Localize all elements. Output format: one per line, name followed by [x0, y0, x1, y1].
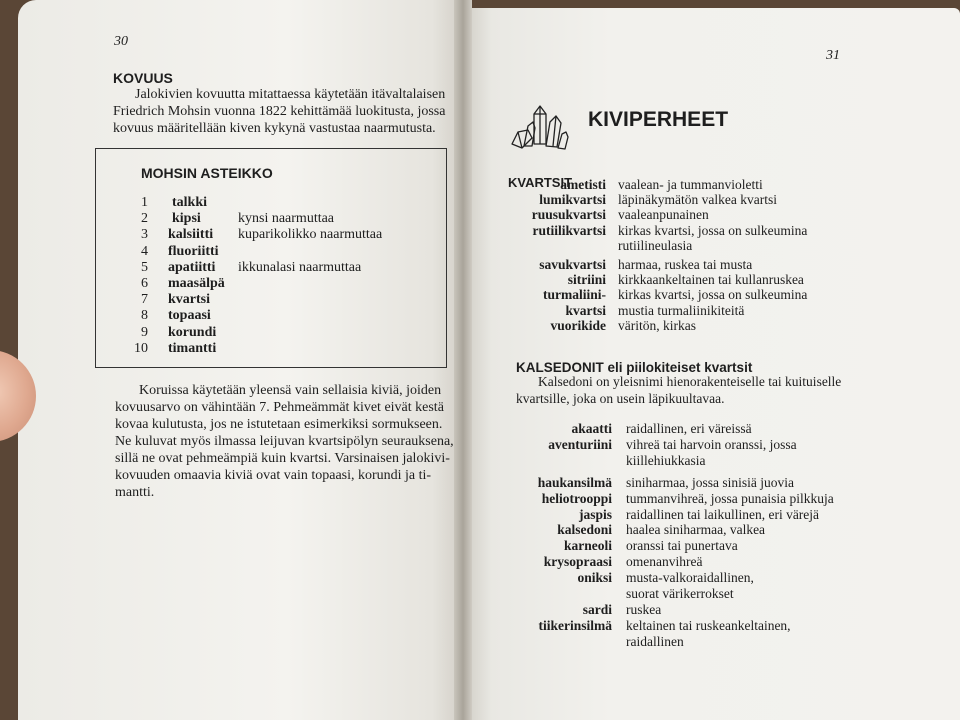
mohs-mineral: talkki [172, 195, 208, 210]
mohs-number: 10 [134, 340, 148, 356]
mohs-row [96, 308, 436, 324]
mohs-description: kynsi naarmuttaa [238, 211, 335, 227]
paragraph-line: kovuuden omaavia kiviä ovat vain topaasi, korundi ja ti- [115, 468, 432, 483]
stone-name: turmaliini- [543, 287, 606, 303]
mohs-mineral: korundi [168, 324, 217, 340]
kvartsit-entry [466, 257, 753, 273]
mohs-description: kuparikolikko naarmuttaa [238, 227, 383, 243]
stone-description: kirkas kvartsi, jossa on sulkeumina [618, 287, 808, 303]
stone-description: kirkkaankeltainen tai kullanruskea [618, 272, 804, 288]
intro-line: kvartsille, joka on usein läpikuultavaa. [516, 391, 725, 406]
stone-description: mustia turmaliinikiteitä [618, 302, 745, 318]
mohs-number: 8 [141, 308, 148, 324]
kvartsit-entry [466, 222, 808, 239]
stone-description: väritön, kirkas [618, 317, 696, 333]
stone-description: omenanvihreä [626, 554, 703, 570]
mohs-mineral: kipsi [172, 211, 201, 227]
mohs-row [96, 244, 436, 260]
mohs-number: 6 [141, 276, 148, 291]
stone-name: aventuriini [548, 436, 612, 452]
stone-name: lumikvartsi [539, 192, 606, 208]
mohs-number: 3 [141, 227, 148, 243]
stone-description: oranssi tai punertava [626, 538, 738, 554]
stone-description: vaalean- ja tummanvioletti [618, 177, 763, 192]
stone-name: ametisti [560, 177, 606, 192]
mohs-mineral: kalsiitti [168, 227, 214, 243]
stone-description: haalea siniharmaa, valkea [626, 522, 766, 538]
stone-name: savukvartsi [539, 257, 606, 272]
stone-name: akaatti [571, 421, 612, 436]
kvartsit-entry [466, 272, 804, 288]
mohs-row [96, 227, 436, 243]
kvartsit-entry [466, 177, 763, 193]
mohs-mineral: timantti [168, 340, 217, 356]
mohs-number: 5 [141, 259, 148, 275]
stone-name: oniksi [577, 570, 612, 586]
book-spine [454, 0, 472, 720]
paragraph-line: Ne kuluvat myös ilmassa leijuvan kvartsipölyn seurauksena, [115, 434, 454, 449]
page-number-left: 30 [114, 34, 128, 49]
paragraph-line: mantti. [115, 485, 155, 500]
crystal-cluster-icon [508, 104, 570, 152]
mohs-number: 1 [141, 195, 148, 210]
stone-description: raidallinen tai laikullinen, eri värejä [626, 506, 820, 522]
kalsedonit-entry [472, 452, 706, 469]
stone-description: ruskea [626, 601, 662, 617]
kvartsit-entry [466, 287, 808, 303]
kovuus-paragraph [113, 86, 445, 137]
mohs-mineral: apatiitti [168, 259, 216, 275]
kalsedonit-entry [472, 538, 738, 554]
stone-description: raidallinen, eri väreissä [626, 421, 752, 436]
mohs-number: 2 [141, 211, 148, 227]
stone-name: kalsedoni [557, 522, 612, 538]
kvartsit-entry [466, 302, 745, 319]
kovuus-heading: KOVUUS [113, 70, 173, 86]
kvartsit-entry [466, 207, 709, 223]
mohs-row [96, 195, 436, 211]
mohs-mineral: maasälpä [168, 276, 225, 291]
stone-name: sardi [582, 601, 612, 617]
stone-name: krysopraasi [543, 554, 612, 570]
kalsedonit-heading: KALSEDONIT eli piilokiteiset kvartsit [516, 360, 753, 375]
stone-name: vuorikide [550, 317, 606, 333]
stone-description: läpinäkymätön valkea kvartsi [618, 192, 777, 208]
kalsedonit-entry [472, 474, 794, 491]
paragraph-line: kovaa kulutusta, jos ne istutetaan esimerkiksi sormukseen. [115, 417, 443, 432]
stone-description: harmaa, ruskea tai musta [618, 257, 753, 272]
kvartsit-entry [466, 317, 696, 334]
stone-description: tummanvihreä, jossa punaisia pilkkuja [626, 490, 834, 506]
mohs-description: ikkunalasi naarmuttaa [238, 259, 362, 275]
stone-description: suorat värikerrokset [626, 586, 734, 601]
kalsedonit-entry [472, 506, 820, 523]
kalsedonit-entry [472, 490, 834, 507]
mohs-number: 7 [141, 292, 148, 308]
stone-name: jaspis [578, 506, 612, 522]
stone-name: kvartsi [565, 302, 606, 318]
mohs-row [96, 341, 436, 357]
mohs-row [96, 276, 436, 292]
stone-description: vihreä tai harvoin oranssi, jossa [626, 436, 797, 452]
paragraph-line: Koruissa käytetään yleensä vain sellaisia kiviä, joiden [139, 383, 442, 398]
page-title: KIVIPERHEET [588, 108, 729, 131]
mohs-scale-title: MOHSIN ASTEIKKO [141, 165, 273, 181]
mohs-row [96, 260, 436, 276]
kalsedonit-entry [472, 617, 791, 634]
paragraph-line: sillä ne ovat pehmeämpiä kuin kvartsi. Varsinaisen jalokivi- [115, 451, 450, 466]
intro-line: Kalsedoni on yleisnimi hienorakenteiselle tai kuituiselle [538, 374, 842, 389]
mohs-scale-box [95, 148, 447, 368]
stone-name: heliotrooppi [541, 490, 612, 506]
kalsedonit-entry [472, 554, 703, 570]
kalsedonit-intro [516, 373, 841, 407]
kalsedonit-entry [472, 421, 752, 437]
kalsedonit-entry [472, 570, 754, 586]
mohs-row [96, 292, 436, 308]
stone-name: ruusukvartsi [531, 207, 606, 223]
kalsedonit-entry [472, 586, 734, 602]
kalsedonit-entry [472, 633, 684, 650]
kalsedonit-entry [472, 522, 766, 538]
stone-name: karneoli [563, 538, 612, 554]
kvartsit-entry [466, 192, 777, 208]
stone-description: raidallinen [626, 633, 684, 649]
mohs-number: 9 [141, 324, 148, 340]
kovuus-line: kovuus määritellään kiven kykynä vastustaa naarmutusta. [113, 121, 436, 136]
kovuus-line: Friedrich Mohsin vuonna 1822 kehittämää luokitusta, jossa [113, 104, 446, 119]
kalsedonit-entry [472, 436, 797, 453]
mohs-row [96, 211, 436, 227]
mohs-number: 4 [141, 243, 148, 259]
stone-description: vaaleanpunainen [618, 207, 709, 223]
mohs-row [96, 325, 436, 341]
stone-name: rutiilikvartsi [532, 222, 606, 238]
paragraph-line: kovuusarvo on vähintään 7. Pehmeämmät kivet eivät kestä [115, 400, 444, 415]
stone-name: haukansilmä [537, 474, 612, 490]
mohs-paragraph [115, 382, 454, 501]
kalsedonit-entry [472, 601, 662, 618]
stone-description: rutiilineulasia [618, 237, 693, 253]
page-number-right: 31 [826, 48, 840, 63]
stone-description: musta-valkoraidallinen, [626, 570, 754, 586]
kvartsit-entry [466, 237, 693, 254]
stone-description: siniharmaa, jossa sinisiä juovia [626, 474, 794, 490]
stone-name: sitriini [567, 272, 606, 288]
stone-description: kirkas kvartsi, jossa on sulkeumina [618, 222, 808, 238]
stone-description: keltainen tai ruskeankeltainen, [626, 617, 791, 633]
kovuus-line: Jalokivien kovuutta mitattaessa käytetään itävaltalaisen [135, 87, 446, 102]
stone-name: tiikerinsilmä [538, 617, 612, 633]
mohs-mineral: fluoriitti [168, 243, 219, 259]
mohs-mineral: kvartsi [168, 292, 210, 308]
mohs-mineral: topaasi [168, 308, 211, 324]
kvartsit-heading: KVARTSIT [508, 175, 573, 190]
stone-description: kiillehiukkasia [626, 452, 706, 468]
